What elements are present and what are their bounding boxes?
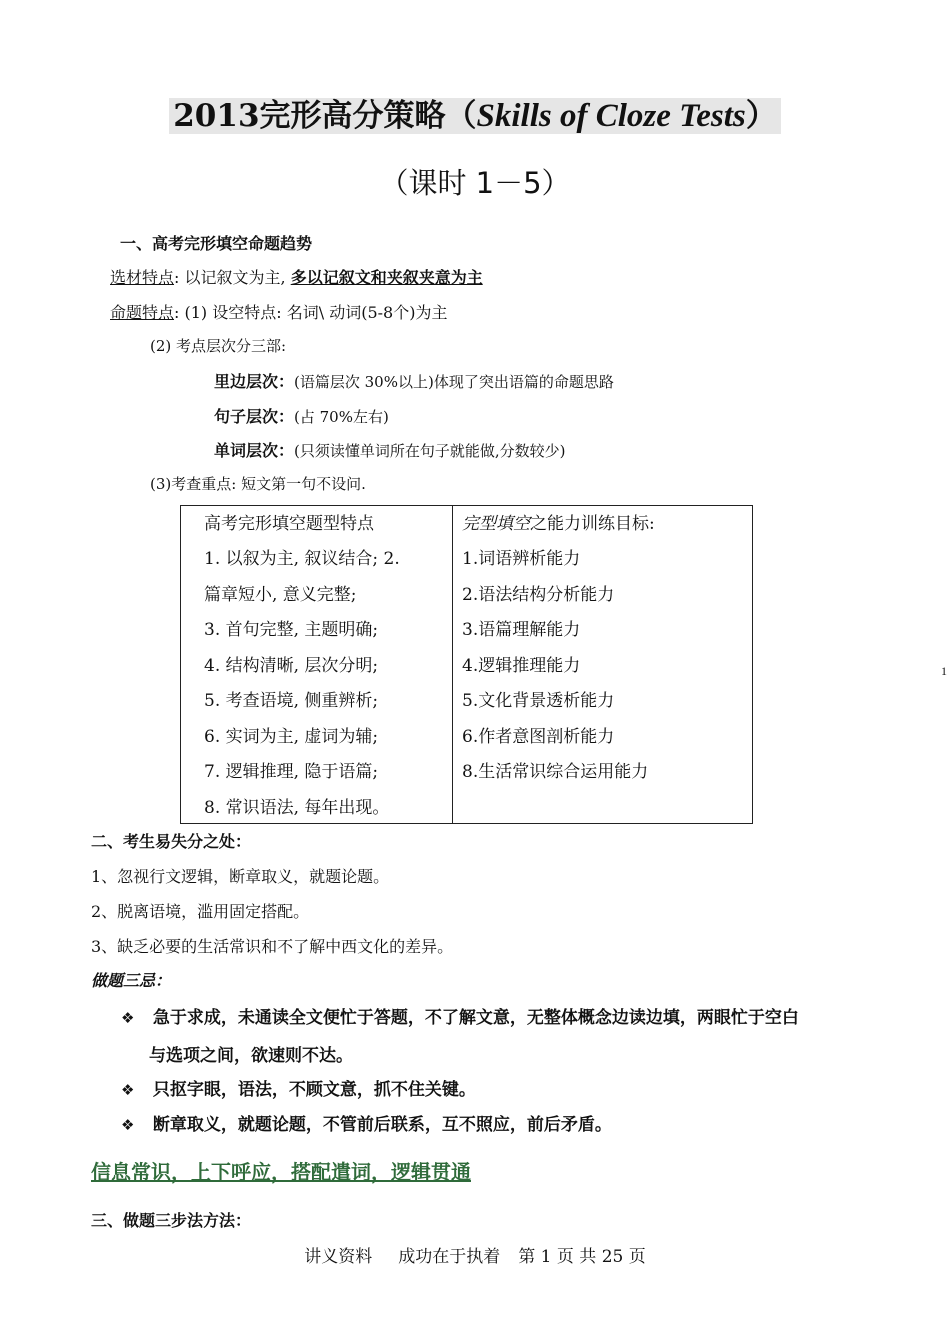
mingti-text: : (1) 设空特点: 名词\ 动词(5-8个)为主 (174, 303, 448, 322)
table-cell: 1. 以叙为主, 叙议结合; 2. (204, 549, 400, 569)
document-subtitle: （课时 1－5） (379, 166, 571, 200)
mistake-item-1: 1、忽视行文逻辑，断章取义，就题论题。 (91, 867, 390, 886)
kaocha-line: (3)考查重点: 短文第一句不设问. (150, 475, 366, 493)
table-cell: 2.语法结构分析能力 (462, 585, 615, 605)
footer-motto: 成功在于执着 (398, 1247, 501, 1267)
table-cell: 6. 实词为主, 虚词为辅; (204, 727, 379, 747)
table-cell: 高考完形填空题型特点 (204, 514, 374, 534)
table-cell: 4. 结构清晰, 层次分明; (204, 656, 379, 676)
level-line-1 (214, 369, 614, 392)
key-principles-link[interactable]: 信息常识，上下呼应，搭配遣词，逻辑贯通 (91, 1160, 471, 1184)
xuancai-emphasis: 多以记叙文和夹叙夹意为主 (290, 268, 483, 287)
bullet-item-1-cont: 与选项之间，欲速则不达。 (149, 1046, 353, 1066)
level-label: 单词层次： (214, 441, 295, 460)
xuancai-line (110, 265, 483, 288)
bullet-text: 断章取义，就题论题，不管前后联系，互不照应，前后矛盾。 (152, 1115, 612, 1135)
kaodian-line: (2) 考点层次分三部: (150, 337, 287, 355)
footer-page-count: 第 1 页 共 25 页 (518, 1247, 646, 1267)
level-line-2 (214, 404, 389, 427)
level-label: 句子层次： (214, 407, 295, 426)
diamond-bullet-icon: ❖ (121, 1009, 135, 1027)
level-line-3 (214, 438, 566, 461)
table-divider (452, 506, 453, 823)
table-cell: 8.生活常识综合运用能力 (462, 762, 649, 782)
section3-heading: 三、做题三步法方法： (91, 1211, 252, 1230)
title-close-paren: ） (745, 98, 777, 134)
page-footer (0, 1242, 950, 1267)
table-cell: 1.词语辨析能力 (462, 549, 581, 569)
mistake-item-2: 2、脱离语境，滥用固定搭配。 (91, 902, 310, 921)
sanji-heading: 做题三忌： (91, 971, 172, 990)
diamond-bullet-icon: ❖ (121, 1081, 135, 1099)
table-right-heading (462, 509, 655, 534)
table-cell: 7. 逻辑推理, 隐于语篇; (204, 762, 379, 782)
page-marker: 1 (941, 664, 947, 678)
bullet-item-3 (121, 1110, 612, 1135)
footer-material: 讲义资料 (304, 1247, 373, 1267)
level-text: (占 70%左右) (294, 408, 389, 426)
table-heading-rest: 之能力训练目标: (530, 514, 655, 534)
section1-heading: 一、高考完形填空命题趋势 (120, 234, 313, 253)
level-text: (语篇层次 30%以上)体现了突出语篇的命题思路 (294, 373, 614, 391)
level-text: (只须读懂单词所在句子就能做,分数较少) (294, 442, 566, 460)
xuancai-text: : 以记叙文为主, (174, 268, 286, 287)
table-cell: 5.文化背景透析能力 (462, 691, 615, 711)
title-chinese: 2013完形高分策略（ (173, 98, 477, 134)
title-english: Skills of Cloze Tests (476, 98, 746, 134)
table-cell: 3. 首句完整, 主题明确; (204, 620, 379, 640)
section2-heading: 二、考生易失分之处： (91, 832, 252, 851)
table-cell: 5. 考查语境, 侧重辨析; (204, 691, 379, 711)
mingti-line (110, 300, 447, 323)
bullet-item-1 (121, 1003, 799, 1028)
table-heading-italic: 完型填空 (462, 514, 530, 534)
level-label: 里边层次： (214, 372, 295, 391)
table-cell: 4.逻辑推理能力 (462, 656, 581, 676)
diamond-bullet-icon: ❖ (121, 1116, 135, 1134)
bullet-text: 只抠字眼，语法，不顾文意，抓不住关键。 (152, 1080, 476, 1100)
table-cell: 6.作者意图剖析能力 (462, 727, 615, 747)
bullet-item-2 (121, 1075, 476, 1100)
document-title (0, 96, 950, 136)
xuancai-label: 选材特点 (110, 268, 175, 287)
mistake-item-3: 3、缺乏必要的生活常识和不了解中西文化的差异。 (91, 937, 454, 956)
table-cell: 3.语篇理解能力 (462, 620, 581, 640)
bullet-text: 急于求成，未通读全文便忙于答题，不了解文意，无整体概念边读边填，两眼忙于空白 (152, 1008, 799, 1028)
table-cell: 8. 常识语法, 每年出现。 (204, 798, 390, 818)
table-cell: 篇章短小, 意义完整; (204, 585, 357, 605)
mingti-label: 命题特点 (110, 303, 175, 322)
features-table (180, 505, 753, 824)
